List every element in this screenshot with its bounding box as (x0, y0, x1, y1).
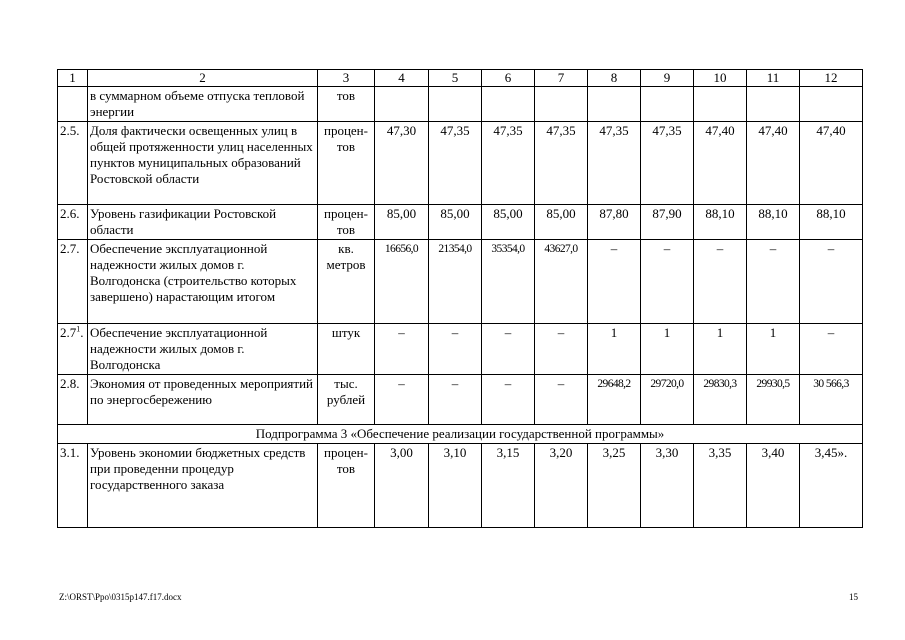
value-cell: – (800, 240, 863, 324)
header-cell: 4 (375, 70, 429, 87)
value-cell: – (482, 375, 535, 425)
value-cell: 21354,0 (429, 240, 482, 324)
value-cell: – (375, 375, 429, 425)
row-number (58, 324, 88, 375)
header-row (58, 70, 863, 87)
value-cell (535, 87, 588, 122)
unit-of-measure: процен-тов (318, 205, 375, 240)
table-row (58, 122, 863, 205)
table-row (58, 205, 863, 240)
row-number: 2.7. (58, 240, 88, 324)
value-cell: 43627,0 (535, 240, 588, 324)
value-cell: 47,35 (641, 122, 694, 205)
value-cell: – (482, 324, 535, 375)
value-cell: 1 (588, 324, 641, 375)
footer-page-number: 15 (849, 592, 858, 602)
row-number: 2.5. (58, 122, 88, 205)
header-cell: 12 (800, 70, 863, 87)
value-cell: 3,40 (747, 444, 800, 528)
value-cell: 47,40 (694, 122, 747, 205)
header-cell: 9 (641, 70, 694, 87)
header-cell: 3 (318, 70, 375, 87)
indicator-name: Уровень экономии бюджетных средств при проведенни процедур государственного заказа (88, 444, 318, 528)
value-cell: 85,00 (429, 205, 482, 240)
row-number (58, 87, 88, 122)
value-cell: 88,10 (747, 205, 800, 240)
value-cell: 3,00 (375, 444, 429, 528)
value-cell (747, 87, 800, 122)
value-cell: 1 (641, 324, 694, 375)
indicator-name: Доля фактически освещенных улиц в общей протяженности улиц населенных пунктов муниципальных образований Ростовской области (88, 122, 318, 205)
header-cell: 8 (588, 70, 641, 87)
value-cell: – (800, 324, 863, 375)
value-cell (429, 87, 482, 122)
value-cell: – (429, 324, 482, 375)
value-cell: 3,45». (800, 444, 863, 528)
row-number-superscript: 1 (76, 324, 81, 334)
header-cell: 11 (747, 70, 800, 87)
unit-of-measure: штук (318, 324, 375, 375)
header-cell: 5 (429, 70, 482, 87)
value-cell: 3,30 (641, 444, 694, 528)
value-cell: 87,90 (641, 205, 694, 240)
value-cell: 85,00 (535, 205, 588, 240)
value-cell: 35354,0 (482, 240, 535, 324)
indicator-name: в суммарном объеме отпуска тепловой энергии (88, 87, 318, 122)
unit-of-measure: процен-тов (318, 122, 375, 205)
indicator-name: Обеспечение эксплуатационной надежности жилых домов г. Волгодонска (88, 324, 318, 375)
value-cell: – (747, 240, 800, 324)
value-cell: – (375, 324, 429, 375)
unit-of-measure: тов (318, 87, 375, 122)
row-number: 2.8. (58, 375, 88, 425)
value-cell: 88,10 (694, 205, 747, 240)
unit-of-measure: процен-тов (318, 444, 375, 528)
header-cell: 6 (482, 70, 535, 87)
header-cell: 7 (535, 70, 588, 87)
value-cell (482, 87, 535, 122)
subprogram-row (58, 425, 863, 444)
value-cell: 3,25 (588, 444, 641, 528)
table-row (58, 87, 863, 122)
value-cell: 47,30 (375, 122, 429, 205)
footer-file-path: Z:\ORST\Ppo\0315p147.f17.docx (59, 592, 182, 602)
unit-of-measure: кв. метров (318, 240, 375, 324)
value-cell: 85,00 (482, 205, 535, 240)
value-cell (694, 87, 747, 122)
value-cell: 29648,2 (588, 375, 641, 425)
value-cell: 85,00 (375, 205, 429, 240)
value-cell (800, 87, 863, 122)
value-cell: – (588, 240, 641, 324)
value-cell: 29720,0 (641, 375, 694, 425)
value-cell: 87,80 (588, 205, 641, 240)
row-number: 2.6. (58, 205, 88, 240)
header-cell: 10 (694, 70, 747, 87)
value-cell: – (641, 240, 694, 324)
value-cell: – (694, 240, 747, 324)
unit-of-measure: тыс. рублей (318, 375, 375, 425)
value-cell: 16656,0 (375, 240, 429, 324)
indicators-table (57, 69, 863, 528)
indicator-name: Экономия от проведенных мероприятий по энергосбережению (88, 375, 318, 425)
header-cell: 1 (58, 70, 88, 87)
value-cell: 47,40 (800, 122, 863, 205)
indicator-name: Уровень газификации Ростовской области (88, 205, 318, 240)
value-cell: – (535, 375, 588, 425)
value-cell: 47,40 (747, 122, 800, 205)
value-cell: 47,35 (535, 122, 588, 205)
value-cell: 3,35 (694, 444, 747, 528)
value-cell (375, 87, 429, 122)
value-cell: 1 (694, 324, 747, 375)
value-cell: 29830,3 (694, 375, 747, 425)
indicator-name: Обеспечение эксплуатационной надежности жилых домов г. Волгодонска (строительство которых завершено) нарастающим итогом (88, 240, 318, 324)
value-cell (641, 87, 694, 122)
header-cell: 2 (88, 70, 318, 87)
value-cell: 88,10 (800, 205, 863, 240)
value-cell: – (429, 375, 482, 425)
row-number-text: 2.7 (60, 325, 77, 340)
value-cell: 3,20 (535, 444, 588, 528)
row-number-suffix: . (80, 325, 84, 340)
table-row (58, 324, 863, 375)
table-row (58, 240, 863, 324)
value-cell: 1 (747, 324, 800, 375)
value-cell: 3,10 (429, 444, 482, 528)
subprogram-title: Подпрограмма 3 «Обеспечение реализации государственной программы» (58, 425, 863, 444)
value-cell: – (535, 324, 588, 375)
value-cell: 47,35 (482, 122, 535, 205)
row-number: 3.1. (58, 444, 88, 528)
value-cell: 47,35 (429, 122, 482, 205)
value-cell (588, 87, 641, 122)
table-row (58, 375, 863, 425)
value-cell: 47,35 (588, 122, 641, 205)
value-cell: 3,15 (482, 444, 535, 528)
value-cell: 29930,5 (747, 375, 800, 425)
table-row (58, 444, 863, 528)
value-cell: 30 566,3 (800, 375, 863, 425)
